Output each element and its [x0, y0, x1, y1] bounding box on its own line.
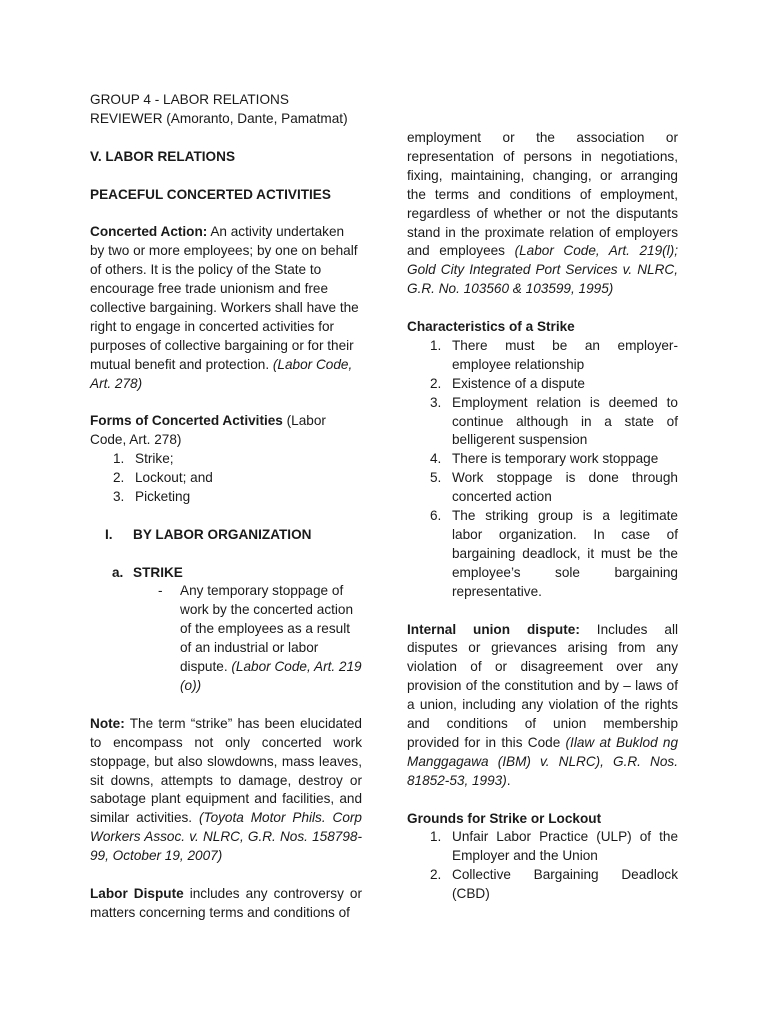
list-item: 1. Strike; [113, 451, 174, 467]
list-item: 1. There must be an employer-employee relationship [430, 337, 678, 372]
list-item: 1. Unfair Labor Practice (ULP) of the Employer and the Union [430, 829, 678, 864]
characteristics-list [407, 337, 678, 602]
grounds-list [407, 828, 678, 904]
list-item: 2. Collective Bargaining Deadlock (CBD) [430, 867, 678, 902]
strike-heading: a. STRIKE [112, 564, 183, 580]
header-line-2: REVIEWER (Amoranto, Dante, Pamatmat) [90, 110, 348, 126]
subsection-title: PEACEFUL CONCERTED ACTIVITIES [90, 186, 331, 202]
concerted-action-paragraph [90, 223, 362, 393]
list-item: 2. Lockout; and [113, 470, 213, 486]
left-column [90, 91, 362, 923]
list-item: 6. The striking group is a legitimate labor organization. In case of bargaining deadlock, it must be the employee’s sole bargaining representative. [430, 508, 678, 599]
note-paragraph: Note: The term “strike” has been elucidated to encompass not only concerted work stoppage, but also slowdowns, mass leaves, sit downs, attempts to damage, destroy or sabotage plant equipment and facilities, and similar activities. (Toyota Motor Phils. Corp Workers Assoc. v. NLRC, G.R. Nos. 158798-99, October 19, 2007) [90, 715, 362, 864]
header-line-1: GROUP 4 - LABOR RELATIONS [90, 92, 289, 107]
list-item: 4. There is temporary work stoppage [430, 451, 659, 467]
strike-definition: - Any temporary stoppage of work by the concerted action of the employees as a result of an industrial or labor dispute. (Labor Code, Art. 219 (o)) [158, 583, 362, 693]
right-column [407, 129, 678, 904]
by-labor-organization-heading: I. BY LABOR ORGANIZATION [105, 526, 312, 542]
labor-dispute-paragraph: Labor Dispute includes any controversy or matters concerning terms and conditions of [90, 885, 363, 920]
list-item: 3. Picketing [113, 488, 191, 504]
forms-body: (Labor Code, Art. 278) [90, 413, 326, 448]
grounds-title: Grounds for Strike or Lockout [407, 810, 602, 826]
labor-dispute-continuation: employment or the association or representation of persons in negotiations, fixing, maintaining, changing, or arranging the terms and conditions of employment, regardless of whether or not the disputants stand in the proximate relation of employers and employees (Labor Code, Art. 219(l); Gold City Integrated Port Services v. NLRC, G.R. No. 103560 & 103599, 1995) [407, 130, 678, 297]
forms-heading [90, 412, 362, 450]
forms-term: Forms of Concerted Activities [90, 413, 283, 429]
forms-list [90, 450, 362, 507]
characteristics-title: Characteristics of a Strike [407, 319, 575, 335]
concerted-action-body: An activity undertaken by two or more employees; by one on behalf of others. It is the policy of the State to encourage free trade unionism and free collective bargaining. Workers shall have the right to engage in concerted activities for purposes of collective bargaining or for their mutual benefit and protection. [90, 224, 359, 372]
concerted-action-term: Concerted Action: [90, 224, 208, 240]
list-item: 5. Work stoppage is done through concerted action [430, 470, 678, 505]
concerted-action-cite: (Labor Code, Art. 278) [90, 356, 353, 391]
internal-union-dispute-paragraph: Internal union dispute: Includes all disputes or grievances arising from any violation of or disagreement over any provision of the constitution and by – laws of a union, including any violation of the rights and conditions of union membership provided for in this Code (Ilaw at Buklod ng Manggagawa (IBM) v. NLRC), G.R. Nos. 81852-53, 1993). [407, 621, 678, 788]
section-title: V. LABOR RELATIONS [90, 148, 236, 164]
list-item: 2. Existence of a dispute [430, 375, 585, 391]
list-item: 3. Employment relation is deemed to continue although in a state of belligerent suspension [430, 394, 678, 448]
